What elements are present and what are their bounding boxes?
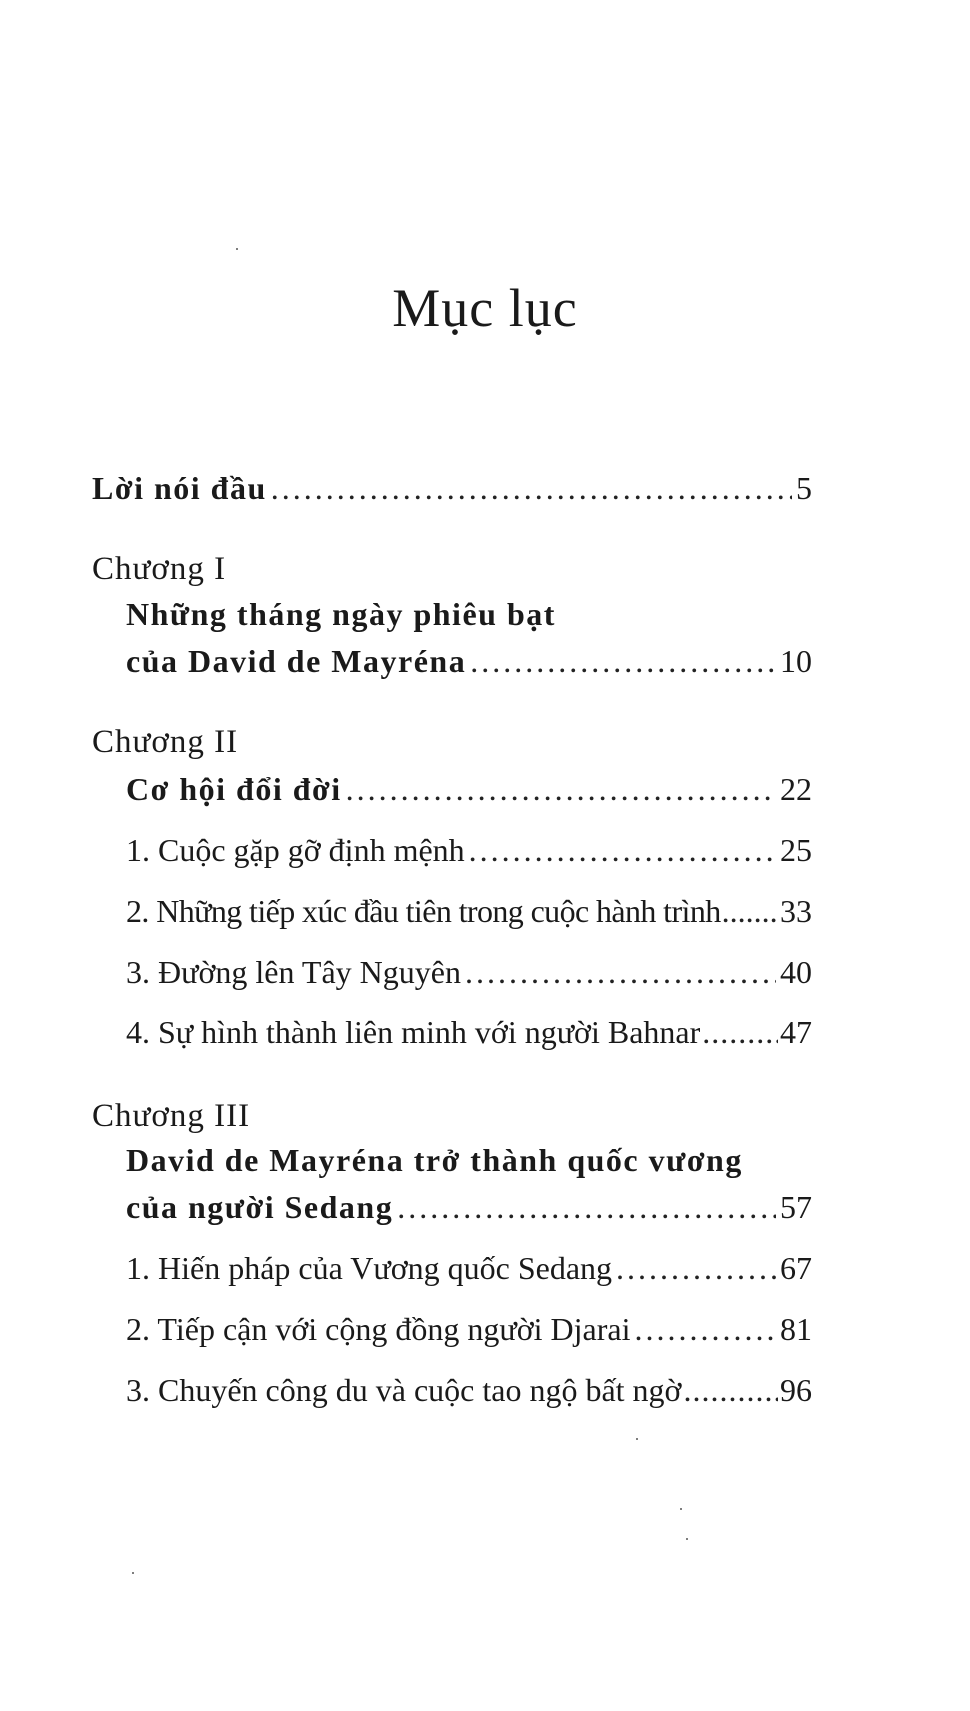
toc-entry-section[interactable]: [126, 1246, 812, 1290]
toc-entry-section[interactable]: [126, 1307, 812, 1351]
scan-speck: [686, 1538, 688, 1540]
toc-entry-chapter-2[interactable]: [126, 767, 812, 811]
scan-speck: [636, 1438, 638, 1440]
toc-entry-label: của người Sedang: [126, 1189, 394, 1225]
dot-leader: [634, 1307, 776, 1351]
toc-entry-section[interactable]: [126, 828, 812, 872]
toc-entry-label: 3. Chuyến công du và cuộc tao ngộ bất ngờ: [126, 1372, 682, 1408]
toc-page-number: 67: [780, 1250, 812, 1286]
toc-entry-label: 1. Hiến pháp của Vương quốc Sedang: [126, 1250, 613, 1286]
scan-speck: [236, 248, 238, 250]
dot-leader: [702, 1010, 778, 1054]
chapter-title-text: David de Mayréna trở thành quốc vương: [126, 1142, 743, 1178]
toc-page-number: 10: [780, 643, 812, 679]
toc-entry-chapter-3[interactable]: [126, 1185, 812, 1229]
toc-entry-label: 1. Cuộc gặp gỡ định mệnh: [126, 832, 465, 868]
dot-leader: [397, 1185, 776, 1229]
page-title: Mục lục: [392, 278, 578, 338]
toc-page-number: 40: [780, 954, 812, 990]
dot-leader: [346, 767, 776, 811]
toc-entry-section[interactable]: [126, 950, 812, 994]
toc-page-number: 22: [780, 771, 812, 807]
toc-entry-label: 2. Những tiếp xúc đầu tiên trong cuộc hành trình: [126, 893, 721, 929]
toc-entry-chapter-1[interactable]: [126, 639, 812, 683]
dot-leader: [683, 1368, 778, 1412]
toc-entry-label: 4. Sự hình thành liên minh với người Bahnar: [126, 1014, 701, 1050]
toc-entry-label: của David de Mayréna: [126, 643, 467, 679]
dot-leader: [469, 828, 776, 872]
dot-leader: [465, 950, 776, 994]
dot-leader: [470, 639, 776, 683]
chapter-title-line: [126, 1138, 743, 1182]
toc-page-number: 47: [780, 1014, 812, 1050]
chapter-heading: Chương III: [92, 1098, 251, 1134]
toc-entry-label: Lời nói đầu: [92, 470, 267, 506]
dot-leader: [616, 1246, 776, 1290]
toc-entry-label: 3. Đường lên Tây Nguyên: [126, 954, 461, 990]
toc-page-number: 33: [780, 893, 812, 929]
toc-entry-label: 2. Tiếp cận với cộng đồng người Djarai: [126, 1311, 631, 1347]
chapter-heading: Chương II: [92, 724, 239, 760]
toc-entry-label: Cơ hội đổi đời: [126, 771, 342, 807]
toc-page-number: 25: [780, 832, 812, 868]
toc-entry-section[interactable]: [126, 1010, 812, 1054]
scan-speck: [132, 1572, 134, 1574]
toc-entry-preface[interactable]: [92, 466, 812, 510]
dot-leader: [271, 466, 792, 510]
toc-page-number: 81: [780, 1311, 812, 1347]
toc-page-number: 5: [796, 470, 812, 506]
chapter-title-line: [126, 592, 556, 636]
toc-page-number: 96: [780, 1372, 812, 1408]
chapter-title-text: Những tháng ngày phiêu bạt: [126, 596, 556, 632]
chapter-heading: Chương I: [92, 551, 227, 587]
toc-entry-section[interactable]: [126, 889, 812, 933]
scan-speck: [680, 1508, 682, 1510]
dot-leader: [722, 889, 779, 933]
toc-page-number: 57: [780, 1189, 812, 1225]
toc-entry-section[interactable]: [126, 1368, 812, 1412]
